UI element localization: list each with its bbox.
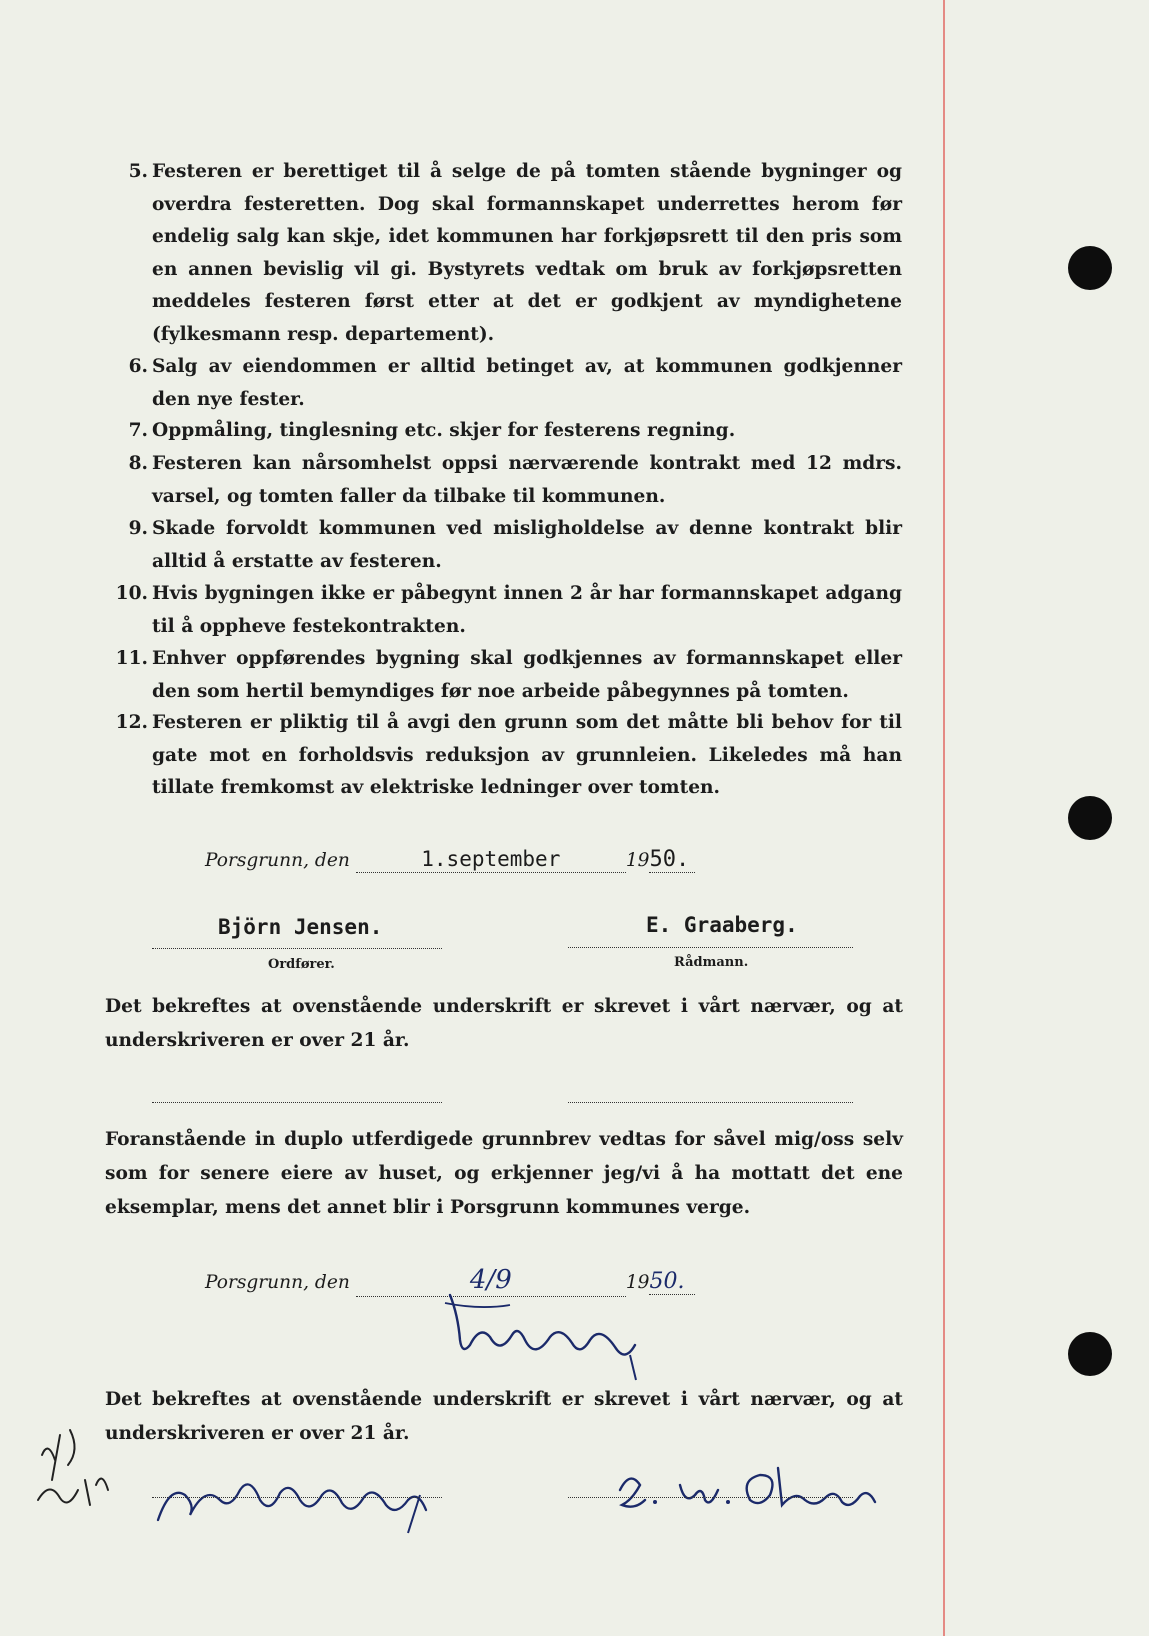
clause [112,415,902,448]
clause-number: 5. [128,161,148,182]
witness-statement-2: Det bekreftes at ovenstående underskrift er skrevet i vårt nærvær, og at underskriveren er over 21 år. [105,1389,903,1444]
punch-hole [1068,1332,1112,1376]
clause [112,448,902,513]
witness-signature-left [150,1455,450,1535]
signature-line [568,947,853,948]
acceptance-statement: Foranstående in duplo utferdigede grunnbrev vedtas for såvel mig/oss selv som for senere eiere av huset, og erkjenner jeg/vi å ha mottatt det ene eksemplar, mens det annet blir i Porsgrunn kommunes verge. [105,1129,903,1218]
clause-number: 6. [128,356,148,377]
clause-text: Skade forvoldt kommunen ved misligholdelse av denne kontrakt blir alltid å erstatte av festeren. [152,518,902,572]
year-prefix: 19 [625,850,650,871]
witness-signature-line [568,1497,853,1498]
clause-text: Salg av eiendommen er alltid betinget av, at kommunen godkjenner den nye fester. [152,356,902,410]
clause-number: 10. [115,583,148,604]
clause [112,351,902,416]
clause-number: 12. [115,712,148,733]
year-value: 50. [649,1269,695,1295]
clause [112,156,902,351]
clause [112,513,902,578]
applicant-signature [440,1285,660,1395]
date-value: 4/9 [356,1265,626,1297]
mayor-name: Björn Jensen. [218,915,383,939]
mayor-title: Ordfører. [268,957,335,972]
clause-text: Festeren er pliktig til å avgi den grunn som det måtte bli behov for til gate mot en forholdsvis reduksjon av grunnleien. Likeledes må han tillate fremkomst av elektriske ledninger over tomten. [152,712,902,798]
clause [112,707,902,805]
margin-rule [943,0,945,1636]
clause-text: Hvis bygningen ikke er påbegynt innen 2 år har formannskapet adgang til å oppheve festekontrakten. [152,583,902,637]
clause-text: Festeren kan nårsomhelst oppsi nærværende kontrakt med 12 mdrs. varsel, og tomten faller da tilbake til kommunen. [152,453,902,507]
clause-number: 8. [128,453,148,474]
witness-signature-line [568,1102,853,1103]
clause-text: Enhver oppførendes bygning skal godkjennes av formannskapet eller den som hertil bemyndiges før noe arbeide påbegynnes på tomten. [152,648,902,702]
witness-signature-right [610,1460,890,1520]
clause-text: Festeren er berettiget til å selge de på tomten stående bygninger og overdra festeretten. Dog skal formannskapet underrettes herom før endelig salg kan skje, idet kommunen har forkjøpsrett til den pris som en annen bevislig vil gi. Bystyrets vedtak om bruk av forkjøpsretten meddeles festeren først etter at det er godkjent av myndighetene (fylkesmann resp. departement). [152,161,902,345]
margin-initials [30,1420,150,1520]
clause-number: 11. [115,648,148,669]
year-value: 50. [649,847,695,873]
signature-line [152,948,442,949]
witness-signature-line [152,1497,442,1498]
signing-date-line [205,847,695,873]
witness-statement: Det bekreftes at ovenstående underskrift er skrevet i vårt nærvær, og at underskriveren er over 21 år. [105,996,903,1051]
clause-text: Oppmåling, tinglesning etc. skjer for festerens regning. [152,420,736,441]
place-label: Porsgrunn, den [205,1272,350,1293]
year-prefix: 19 [625,1272,650,1293]
punch-hole [1068,246,1112,290]
clause-number: 9. [128,518,148,539]
punch-hole [1068,796,1112,840]
date-value: 1.september [356,847,626,873]
witness-signature-line [152,1102,442,1103]
clause-number: 7. [128,420,148,441]
councilman-title: Rådmann. [674,955,749,970]
clause [112,578,902,643]
clause [112,643,902,708]
councilman-name: E. Graaberg. [646,913,798,937]
place-label: Porsgrunn, den [205,850,350,871]
